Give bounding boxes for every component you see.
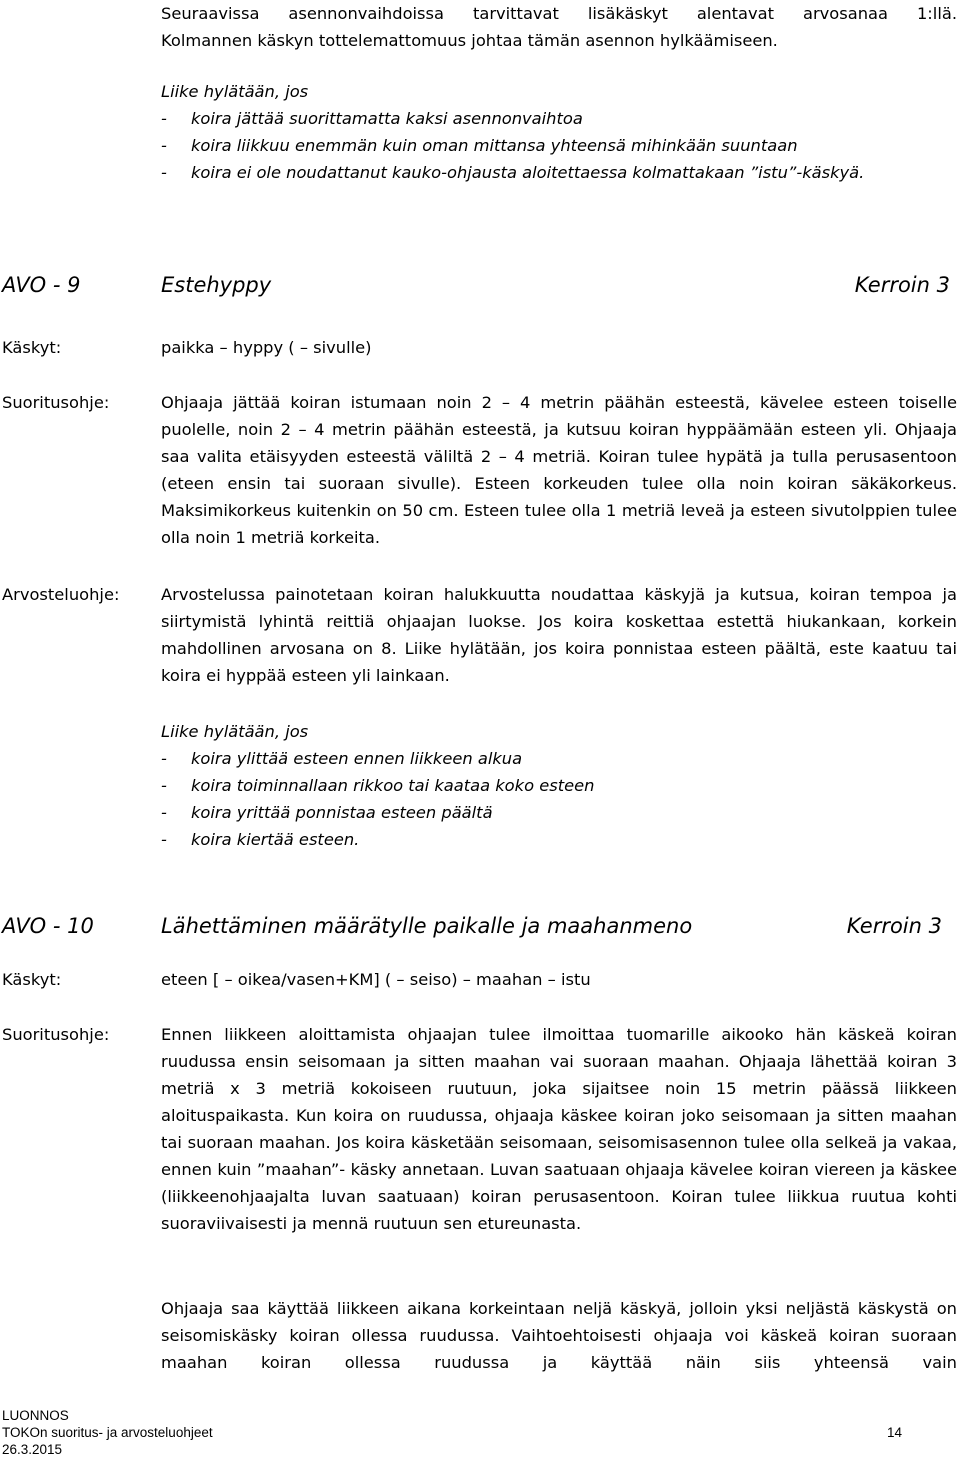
exercise-code: AVO - 10 bbox=[2, 914, 94, 938]
commands-label: Käskyt: bbox=[2, 338, 62, 357]
instructions-text: Ennen liikkeen aloittamista ohjaajan tulee ilmoittaa tuomarille aikooko hän käskeä koiran ruudussa ensin seisomaan ja sitten maahan vai suoraan maahan. Ohjaaja lähettää koiran 3 metriä x 3 metriä kokoiseen ruutuun, joka sijaitsee noin 15 metrin päässä liikkeen aloituspaikasta. Kun koira on ruudussa, ohjaaja käskee koiran joko seisomaan ja sitten maahan tai suoraan maahan. Jos koira käsketään seisomaan, seisomisasennon tulee olla selkeä ja vakaa, ennen kuin ”maahan”- käsky annetaan. Luvan saatuaan ohjaaja kävelee koiran viereen ja käskee (liikkeenohjaajalta luvan saatuaan) koiran perusasentoon. Koiran tulee liikkua ruutua kohti suoraviivaisesti ja mennä ruutuun sen etureunasta. bbox=[161, 1025, 957, 1233]
top-rejected-block bbox=[161, 78, 957, 186]
list-item: - koira ei ole noudattanut kauko-ohjausta aloitettaessa kolmattakaan ”istu”-käskyä. bbox=[161, 163, 865, 182]
evaluation-label: Arvosteluohje: bbox=[2, 585, 120, 604]
list-item: - koira liikkuu enemmän kuin oman mittansa yhteensä mihinkään suuntaan bbox=[161, 136, 798, 155]
footer-doc-title: TOKOn suoritus- ja arvosteluohjeet bbox=[2, 1425, 213, 1440]
list-item: - koira yrittää ponnistaa esteen päältä bbox=[161, 803, 493, 822]
commands-label: Käskyt: bbox=[2, 970, 62, 989]
exercise-title: Lähettäminen määrätylle paikalle ja maahanmeno bbox=[161, 914, 693, 938]
instructions-text-2: Ohjaaja saa käyttää liikkeen aikana korkeintaan neljä käskyä, jolloin yksi neljästä käskystä on seisomiskäsky koiran ollessa ruudussa. Vaihtoehtoisesti ohjaaja voi käskeä koiran suoraan maahan koiran ollessa ruudussa ja käyttää näin siis yhteensä vain bbox=[161, 1299, 957, 1372]
instructions-label: Suoritusohje: bbox=[2, 393, 110, 412]
instructions-text: Ohjaaja jättää koiran istumaan noin 2 – 4 metrin päähän esteestä, kävelee esteen toiselle puolelle, noin 2 – 4 metrin päähän esteestä, ja kutsuu koiran hyppäämään esteen yli. Ohjaaja saa valita etäisyyden esteestä väliltä 2 – 4 metriä. Koiran tulee hypätä ja tulla perusasentoon (eteen ensin tai suoraan sivulle). Esteen korkeuden tulee olla noin koiran säkäkorkeus. Maksimikorkeus kuitenkin on 50 cm. Esteen tulee olla 1 metriä leveä ja esteen sivutolppien tulee olla noin 1 metriä korkeita. bbox=[161, 393, 957, 547]
exercise-code: AVO - 9 bbox=[2, 273, 81, 297]
list-item: - koira kiertää esteen. bbox=[161, 830, 360, 849]
coefficient: Kerroin 3 bbox=[846, 914, 942, 938]
top-rejected-list bbox=[161, 105, 957, 186]
commands-text: eteen [ – oikea/vasen+KM] ( – seiso) – maahan – istu bbox=[161, 970, 591, 989]
footer-date: 26.3.2015 bbox=[2, 1442, 63, 1457]
top-rejected-title: Liike hylätään, jos bbox=[161, 82, 309, 101]
instructions-label: Suoritusohje: bbox=[2, 1025, 110, 1044]
page-number: 14 bbox=[887, 1425, 903, 1440]
avo9-rejected-title: Liike hylätään, jos bbox=[161, 722, 309, 741]
avo9-rejected-list bbox=[161, 745, 957, 853]
list-item: - koira jättää suorittamatta kaksi asennonvaihtoa bbox=[161, 109, 583, 128]
exercise-title: Estehyppy bbox=[161, 273, 272, 297]
intro-line-2: Kolmannen käskyn tottelemattomuus johtaa tämän asennon hylkäämiseen. bbox=[161, 31, 778, 50]
intro-paragraph bbox=[161, 0, 957, 54]
intro-line-1: Seuraavissa asennonvaihdoissa tarvittavat lisäkäskyt alentavat arvosanaa 1:llä. bbox=[161, 4, 957, 23]
commands-text: paikka – hyppy ( – sivulle) bbox=[161, 338, 372, 357]
evaluation-text: Arvostelussa painotetaan koiran halukkuutta noudattaa käskyjä ja kutsua, koiran tempoa ja siirtymistä lyhintä reittiä ohjaajan luokse. Jos koira koskettaa estettä hiukankaan, korkein mahdollinen arvosana on 8. Liike hylätään, jos koira ponnistaa esteen päältä, este kaatuu tai koira ei hyppää esteen yli lainkaan. bbox=[161, 585, 957, 685]
avo9-rejected-block bbox=[161, 718, 957, 853]
list-item: - koira toiminnallaan rikkoo tai kaataa koko esteen bbox=[161, 776, 595, 795]
footer-org: LUONNOS bbox=[2, 1408, 69, 1423]
coefficient: Kerroin 3 bbox=[854, 273, 950, 297]
page-footer bbox=[2, 1407, 903, 1458]
list-item: - koira ylittää esteen ennen liikkeen alkua bbox=[161, 749, 523, 768]
